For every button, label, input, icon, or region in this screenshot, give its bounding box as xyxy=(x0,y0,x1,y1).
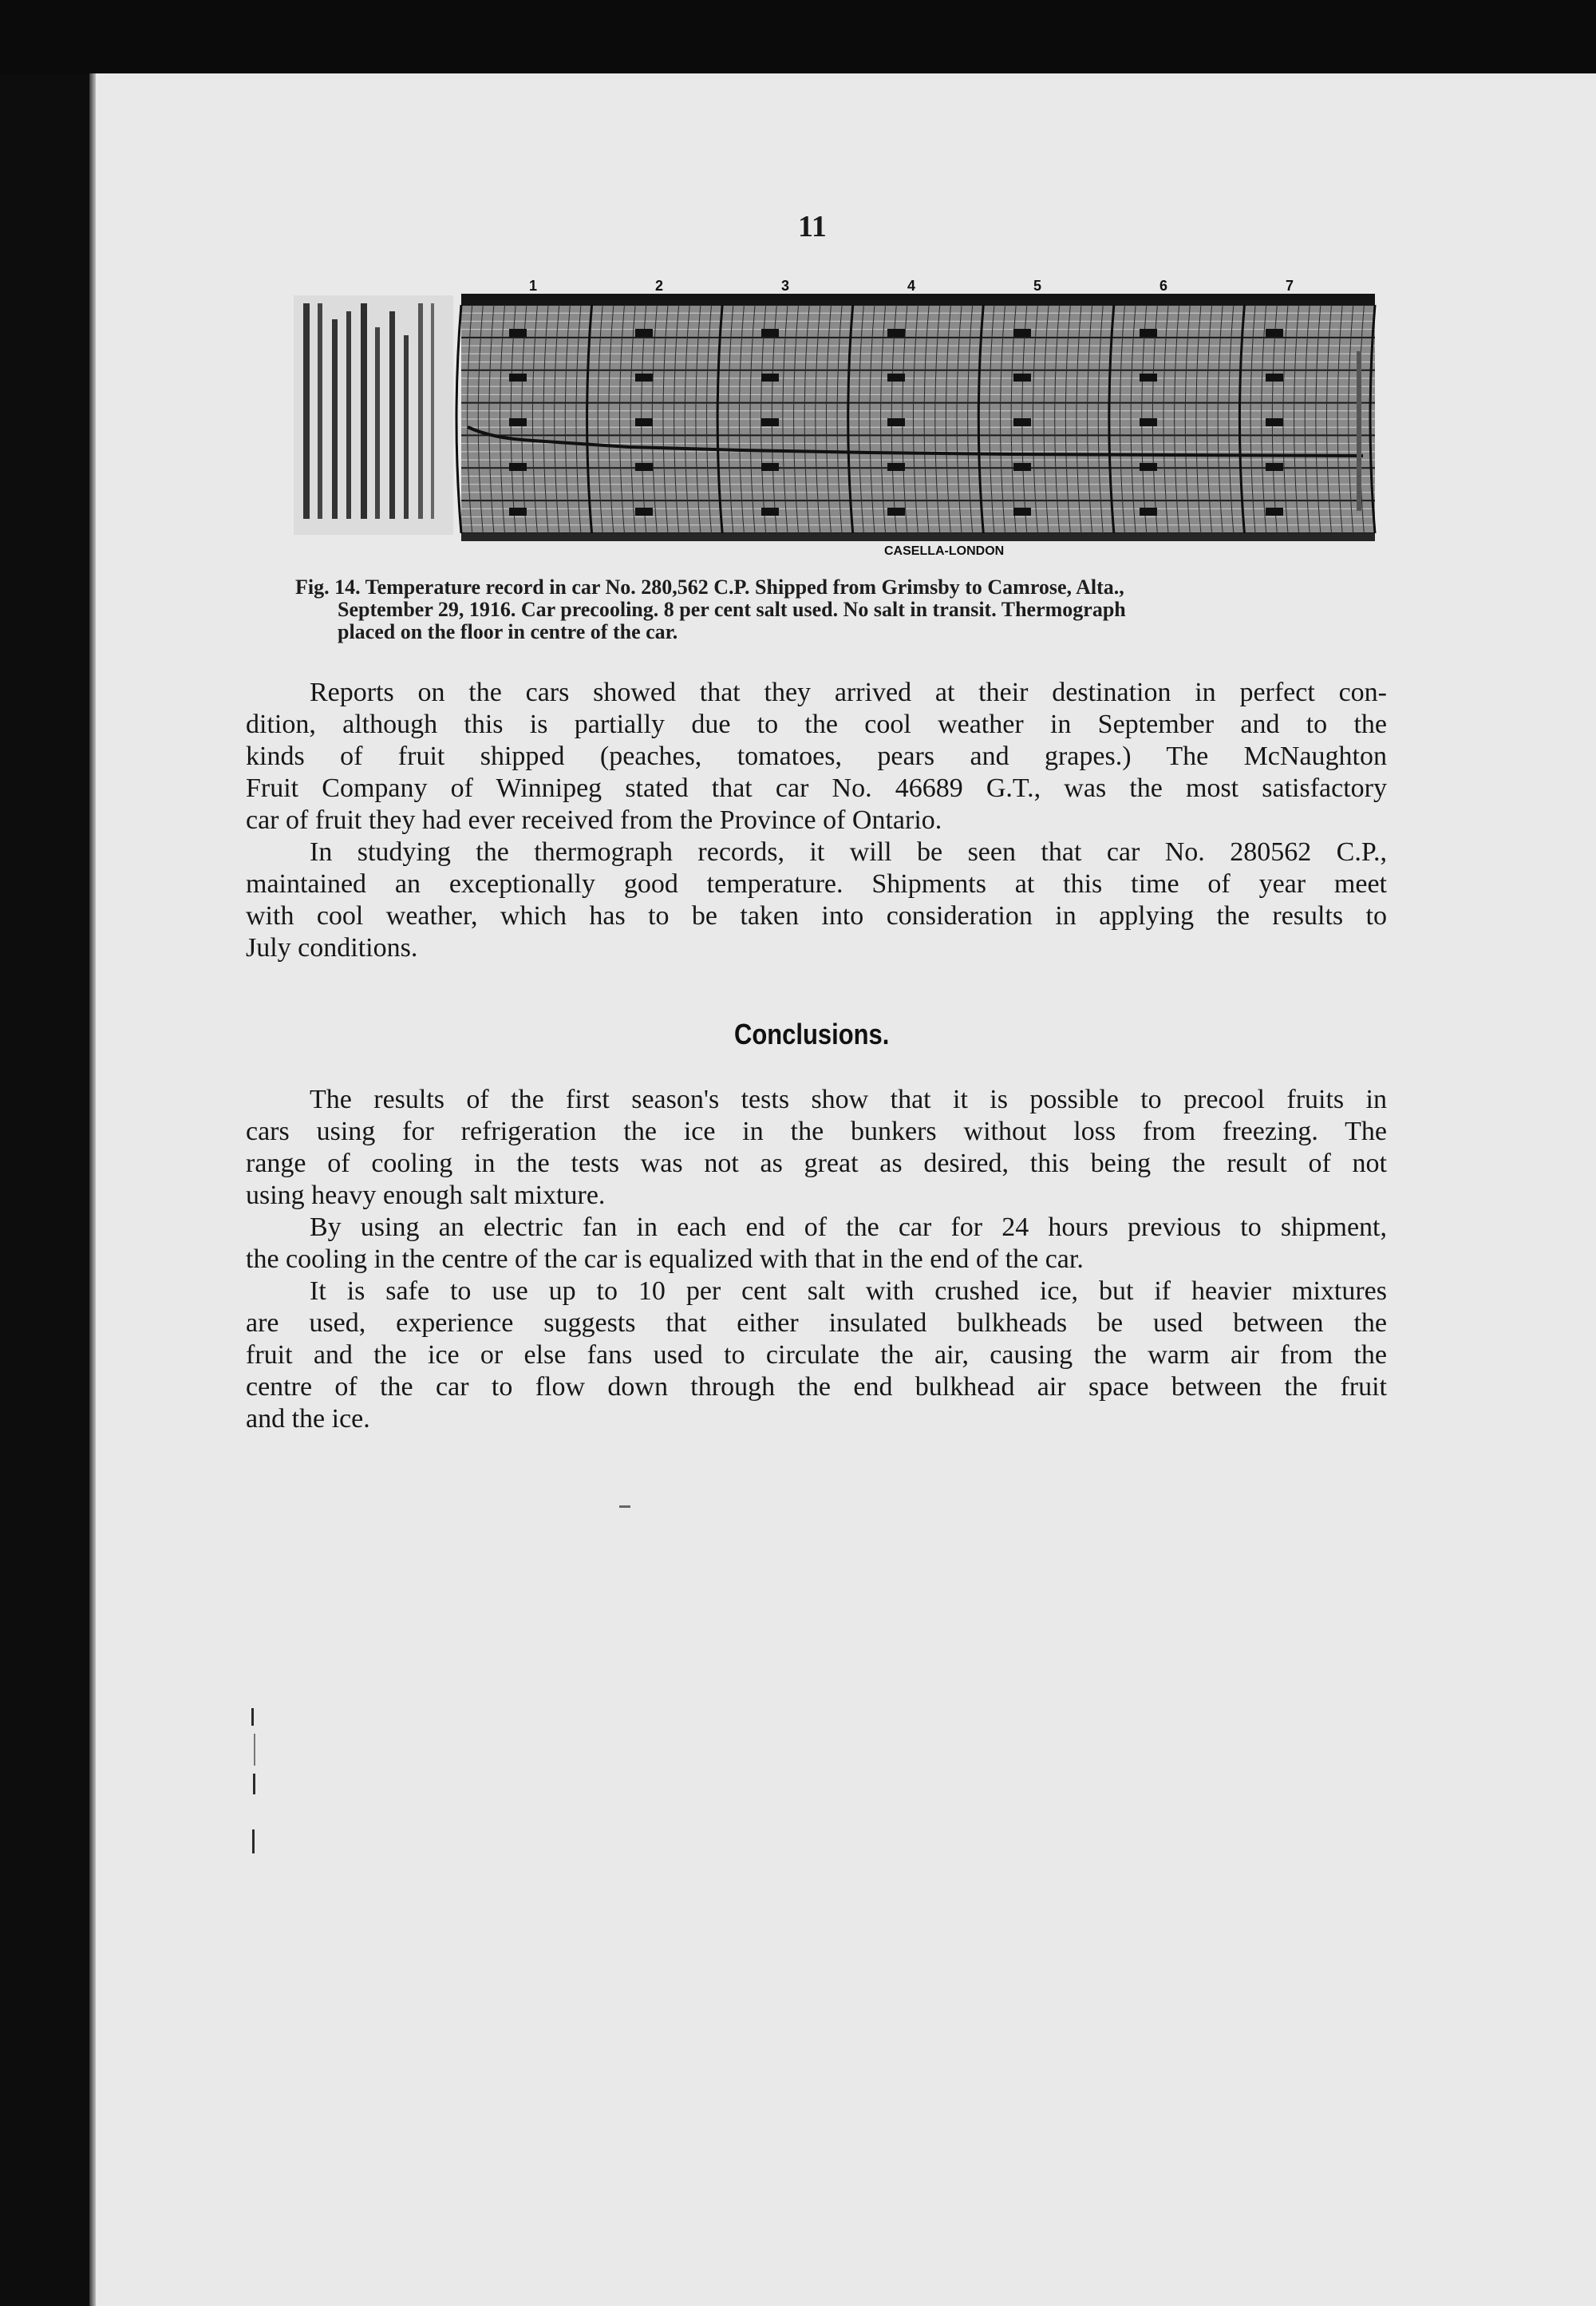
grid-scale-label xyxy=(1013,329,1031,337)
text-line: July conditions. xyxy=(246,933,418,963)
text-line: with cool weather, which has to be taken into consideration in applying the results to xyxy=(246,901,1387,931)
grid-scale-label xyxy=(1013,463,1031,471)
grid-scale-label xyxy=(1013,418,1031,426)
grid-scale-label xyxy=(887,508,905,516)
grid-scale-label xyxy=(761,508,779,516)
grid-scale-label xyxy=(887,329,905,337)
grid-scale-label xyxy=(1266,463,1283,471)
text-line: centre of the car to flow down through the end bulkhead air space between the fruit xyxy=(246,1372,1387,1402)
right-edge-print xyxy=(1357,351,1361,511)
grid-line xyxy=(456,305,461,533)
text-line: kinds of fruit shipped (peaches, tomatoes, pears and grapes.) The McNaughton xyxy=(246,742,1387,771)
paragraph-fan xyxy=(246,1212,1387,1276)
page-number: 11 xyxy=(798,210,827,243)
chart-day-marker: 3 xyxy=(781,278,790,294)
paragraph-results xyxy=(246,1084,1387,1212)
scan-margin-mark xyxy=(253,1774,255,1794)
grid-scale-label xyxy=(1140,374,1157,382)
figure-caption xyxy=(295,576,1365,643)
grid-scale-label xyxy=(635,463,653,471)
caption-line: Fig. 14. Temperature record in car No. 280,562 C.P. Shipped from Grimsby to Camrose, Alta., xyxy=(295,576,1124,599)
caption-line: September 29, 1916. Car precooling. 8 per cent salt used. No salt in transit. Thermograph xyxy=(338,598,1126,621)
grid-scale-label xyxy=(635,508,653,516)
text-line: In studying the thermograph records, it will be seen that car No. 280562 C.P., xyxy=(310,837,1387,867)
grid-scale-label xyxy=(509,508,527,516)
chart-day-marker: 1 xyxy=(529,278,538,294)
scan-top-edge xyxy=(0,0,1596,73)
caption-line: placed on the floor in centre of the car. xyxy=(338,620,678,643)
grid-scale-label xyxy=(1140,463,1157,471)
chart-top-band xyxy=(461,294,1375,305)
grid-scale-label xyxy=(1266,418,1283,426)
text-line: The results of the first season's tests show that it is possible to precool fruits in xyxy=(310,1085,1387,1114)
text-line: the cooling in the centre of the car is equalized with that in the end of the car. xyxy=(246,1244,1084,1274)
text-line: using heavy enough salt mixture. xyxy=(246,1181,606,1210)
grid-scale-label xyxy=(887,418,905,426)
thermograph-figure xyxy=(294,271,1379,567)
grid-scale-label xyxy=(761,463,779,471)
grid-scale-label xyxy=(1266,508,1283,516)
grid-scale-label xyxy=(509,418,527,426)
grid-scale-label xyxy=(509,374,527,382)
grid-scale-label xyxy=(635,374,653,382)
scan-margin-mark xyxy=(251,1708,254,1726)
paragraph-safe xyxy=(246,1276,1387,1435)
text-line: are used, experience suggests that either insulated bulkheads be used between the xyxy=(246,1308,1387,1338)
grid-scale-label xyxy=(1140,329,1157,337)
grid-scale-label xyxy=(1266,329,1283,337)
text-line: Reports on the cars showed that they arrived at their destination in perfect con- xyxy=(310,678,1387,707)
grid-scale-label xyxy=(1266,374,1283,382)
chart-day-marker: 4 xyxy=(907,278,916,294)
text-line: By using an electric fan in each end of the car for 24 hours previous to shipment, xyxy=(310,1212,1387,1242)
grid-scale-label xyxy=(509,463,527,471)
text-line: maintained an exceptionally good temperature. Shipments at this time of year meet xyxy=(246,869,1387,899)
chart-day-marker: 7 xyxy=(1286,278,1294,294)
chart-grid-background xyxy=(461,302,1375,533)
conclusions-heading: Conclusions. xyxy=(734,1018,890,1050)
grid-scale-label xyxy=(887,463,905,471)
scan-speck xyxy=(619,1505,630,1508)
grid-scale-label xyxy=(1013,374,1031,382)
chart-bottom-band xyxy=(461,533,1375,541)
text-line: It is safe to use up to 10 per cent salt with crushed ice, but if heavier mixtures xyxy=(310,1276,1387,1306)
grid-scale-label xyxy=(1140,508,1157,516)
grid-scale-label xyxy=(509,329,527,337)
grid-scale-label xyxy=(761,374,779,382)
chart-day-marker: 2 xyxy=(655,278,664,294)
chart-maker-label: CASELLA-LONDON xyxy=(884,544,1005,558)
scan-margin-mark xyxy=(252,1829,255,1853)
chart-day-markers xyxy=(529,278,1294,294)
text-line: car of fruit they had ever received from the Province of Ontario. xyxy=(246,805,942,835)
paragraph-reports xyxy=(246,677,1387,837)
text-line: range of cooling in the tests was not as great as desired, this being the result of not xyxy=(246,1149,1387,1178)
chart-day-marker: 6 xyxy=(1159,278,1168,294)
page-spine-shadow xyxy=(89,73,96,2306)
text-line: cars using for refrigeration the ice in the bunkers without loss from freezing. The xyxy=(246,1117,1387,1146)
grid-scale-label xyxy=(1140,418,1157,426)
paragraph-studying xyxy=(246,837,1387,964)
grid-scale-label xyxy=(761,329,779,337)
grid-scale-label xyxy=(1013,508,1031,516)
text-line: and the ice. xyxy=(246,1404,370,1434)
handwritten-label-strip xyxy=(294,295,453,535)
grid-scale-label xyxy=(635,418,653,426)
text-line: dition, although this is partially due to the cool weather in September and to the xyxy=(246,710,1387,739)
grid-scale-label xyxy=(761,418,779,426)
chart-day-marker: 5 xyxy=(1033,278,1042,294)
grid-scale-label xyxy=(887,374,905,382)
grid-scale-label xyxy=(635,329,653,337)
text-line: fruit and the ice or else fans used to circulate the air, causing the warm air from the xyxy=(246,1340,1387,1370)
thermograph-chart xyxy=(294,271,1379,567)
text-line: Fruit Company of Winnipeg stated that car No. 46689 G.T., was the most satisfactory xyxy=(246,773,1387,803)
scan-margin-mark xyxy=(254,1734,255,1766)
